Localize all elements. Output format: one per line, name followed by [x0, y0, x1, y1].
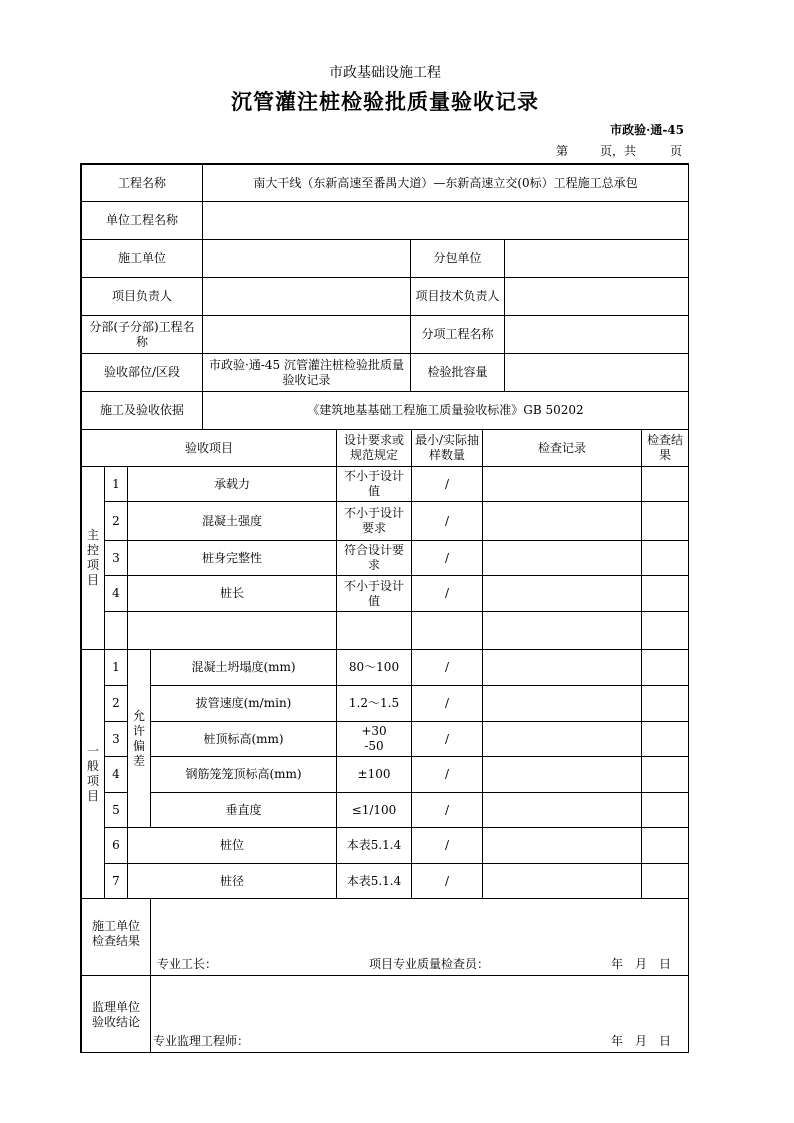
subitem-value[interactable]: [504, 315, 689, 354]
mc-no: 3: [104, 540, 128, 576]
header-result: 检查结果: [641, 429, 689, 467]
gen-result[interactable]: [641, 721, 689, 757]
subdivision-label: 分部(子分部)工程名称: [81, 315, 203, 354]
mc-record[interactable]: [482, 575, 642, 612]
supervisor-date: 年 月 日: [611, 1034, 672, 1048]
gen-name: 桩顶标高(mm): [150, 721, 337, 757]
gen-record[interactable]: [482, 827, 642, 864]
location-label: 验收部位/区段: [81, 353, 203, 392]
mc-blank-record[interactable]: [482, 611, 642, 650]
unit-project-value[interactable]: [202, 201, 689, 240]
gen-no: 7: [104, 863, 128, 899]
project-name-label: 工程名称: [81, 164, 203, 202]
gen-requirement: 本表5.1.4: [336, 863, 412, 899]
mc-blank-requirement[interactable]: [336, 611, 412, 650]
gen-name: 桩位: [127, 827, 337, 864]
req-upper: +30: [361, 724, 387, 738]
gen-result[interactable]: [641, 827, 689, 864]
mc-sample: /: [411, 501, 483, 541]
gen-record[interactable]: [482, 756, 642, 793]
mc-requirement: 不小于设计值: [336, 466, 412, 502]
subdivision-value[interactable]: [202, 315, 411, 354]
capacity-value[interactable]: [504, 353, 689, 392]
gen-record[interactable]: [482, 863, 642, 899]
mc-result[interactable]: [641, 575, 689, 612]
mc-record[interactable]: [482, 501, 642, 541]
gen-no: 2: [104, 685, 128, 722]
mc-no: 1: [104, 466, 128, 502]
mc-name: 桩长: [127, 575, 337, 612]
gen-name: 混凝土坍塌度(mm): [150, 649, 337, 686]
gen-result[interactable]: [641, 863, 689, 899]
gen-no: 5: [104, 792, 128, 828]
gen-result[interactable]: [641, 756, 689, 793]
gen-requirement: ≤1/100: [336, 792, 412, 828]
req-lower: -50: [364, 739, 384, 753]
gen-sample: /: [411, 649, 483, 686]
mc-name: 承载力: [127, 466, 337, 502]
header-sample: 最小/实际抽样数量: [411, 429, 483, 467]
mc-sample: /: [411, 540, 483, 576]
gen-sample: /: [411, 721, 483, 757]
basis-label: 施工及验收依据: [81, 391, 203, 430]
mc-result[interactable]: [641, 466, 689, 502]
gen-no: 4: [104, 756, 128, 793]
mc-result[interactable]: [641, 501, 689, 541]
page-di: 第: [556, 144, 569, 158]
mc-record[interactable]: [482, 466, 642, 502]
gen-requirement: 本表5.1.4: [336, 827, 412, 864]
inspection-form: [80, 163, 689, 1053]
unit-project-label: 单位工程名称: [81, 201, 203, 240]
mc-blank-no: [104, 611, 128, 650]
form-code: 市政验·通-45: [610, 123, 684, 137]
gen-no: 3: [104, 721, 128, 757]
supervisor-check-label: 监理单位 验收结论: [81, 975, 151, 1053]
gen-record[interactable]: [482, 685, 642, 722]
capacity-label: 检验批容量: [410, 353, 505, 392]
page-ye: 页: [670, 144, 683, 158]
pm-label: 项目负责人: [81, 277, 203, 316]
mc-result[interactable]: [641, 540, 689, 576]
mc-sample: /: [411, 575, 483, 612]
gen-requirement: [336, 721, 412, 757]
contractor-label: 施工单位: [81, 239, 203, 278]
basis-value: 《建筑地基基础工程施工质量验收标准》GB 50202: [202, 391, 689, 430]
tech-lead-label: 项目技术负责人: [410, 277, 505, 316]
mc-no: 4: [104, 575, 128, 612]
gen-result[interactable]: [641, 792, 689, 828]
tech-lead-value[interactable]: [504, 277, 689, 316]
gen-record[interactable]: [482, 721, 642, 757]
header-requirement: 设计要求或规范规定: [336, 429, 412, 467]
mc-requirement: 不小于设计值: [336, 575, 412, 612]
gen-name: 垂直度: [150, 792, 337, 828]
gen-sample: /: [411, 685, 483, 722]
gen-sample: /: [411, 792, 483, 828]
mc-name: 桩身完整性: [127, 540, 337, 576]
gen-result[interactable]: [641, 685, 689, 722]
mc-requirement: 符合设计要求: [336, 540, 412, 576]
engineer-label: 专业监理工程师：: [153, 1034, 250, 1048]
mc-blank-sample[interactable]: [411, 611, 483, 650]
gen-name: 钢筋笼笼顶标高(mm): [150, 756, 337, 793]
gen-sample: /: [411, 827, 483, 864]
gen-requirement: 80～100: [336, 649, 412, 686]
header-record: 检查记录: [482, 429, 642, 467]
tolerance-label: 允 许 偏 差: [127, 649, 151, 828]
contractor-value[interactable]: [202, 239, 411, 278]
gen-record[interactable]: [482, 649, 642, 686]
gen-record[interactable]: [482, 792, 642, 828]
inspector-label: 项目专业质量检查员：: [369, 957, 490, 971]
gen-requirement: ±100: [336, 756, 412, 793]
contractor-date: 年 月 日: [611, 957, 672, 971]
subcontractor-value[interactable]: [504, 239, 689, 278]
page-ye-gong: 页，共: [600, 144, 637, 158]
mc-sample: /: [411, 466, 483, 502]
page-title: 沉管灌注桩检验批质量验收记录: [231, 89, 539, 114]
mc-record[interactable]: [482, 540, 642, 576]
general-label: 一 般 项 目: [81, 649, 105, 899]
gen-requirement: 1.2～1.5: [336, 685, 412, 722]
gen-name: 桩径: [127, 863, 337, 899]
mc-requirement: 不小于设计要求: [336, 501, 412, 541]
subitem-label: 分项工程名称: [410, 315, 505, 354]
gen-result[interactable]: [641, 649, 689, 686]
gen-no: 1: [104, 649, 128, 686]
gen-no: 6: [104, 827, 128, 864]
top-title: 市政基础设施工程: [329, 65, 441, 81]
mc-no: 2: [104, 501, 128, 541]
project-name-value[interactable]: 南大干线（东新高速至番禺大道）—东新高速立交(0标）工程施工总承包: [202, 164, 689, 202]
foreman-label: 专业工长：: [157, 957, 218, 971]
gen-name: 拔管速度(m/min): [150, 685, 337, 722]
contractor-check-label: 施工单位 检查结果: [81, 898, 151, 976]
pm-value[interactable]: [202, 277, 411, 316]
subcontractor-label: 分包单位: [410, 239, 505, 278]
location-value[interactable]: 市政验·通-45 沉管灌注桩检验批质量验收记录: [202, 353, 411, 392]
mc-name: 混凝土强度: [127, 501, 337, 541]
gen-sample: /: [411, 756, 483, 793]
mc-blank-name[interactable]: [127, 611, 337, 650]
mc-blank-result[interactable]: [641, 611, 689, 650]
main-control-label: 主 控 项 目: [81, 466, 105, 650]
header-item: 验收项目: [81, 429, 337, 467]
gen-sample: /: [411, 863, 483, 899]
